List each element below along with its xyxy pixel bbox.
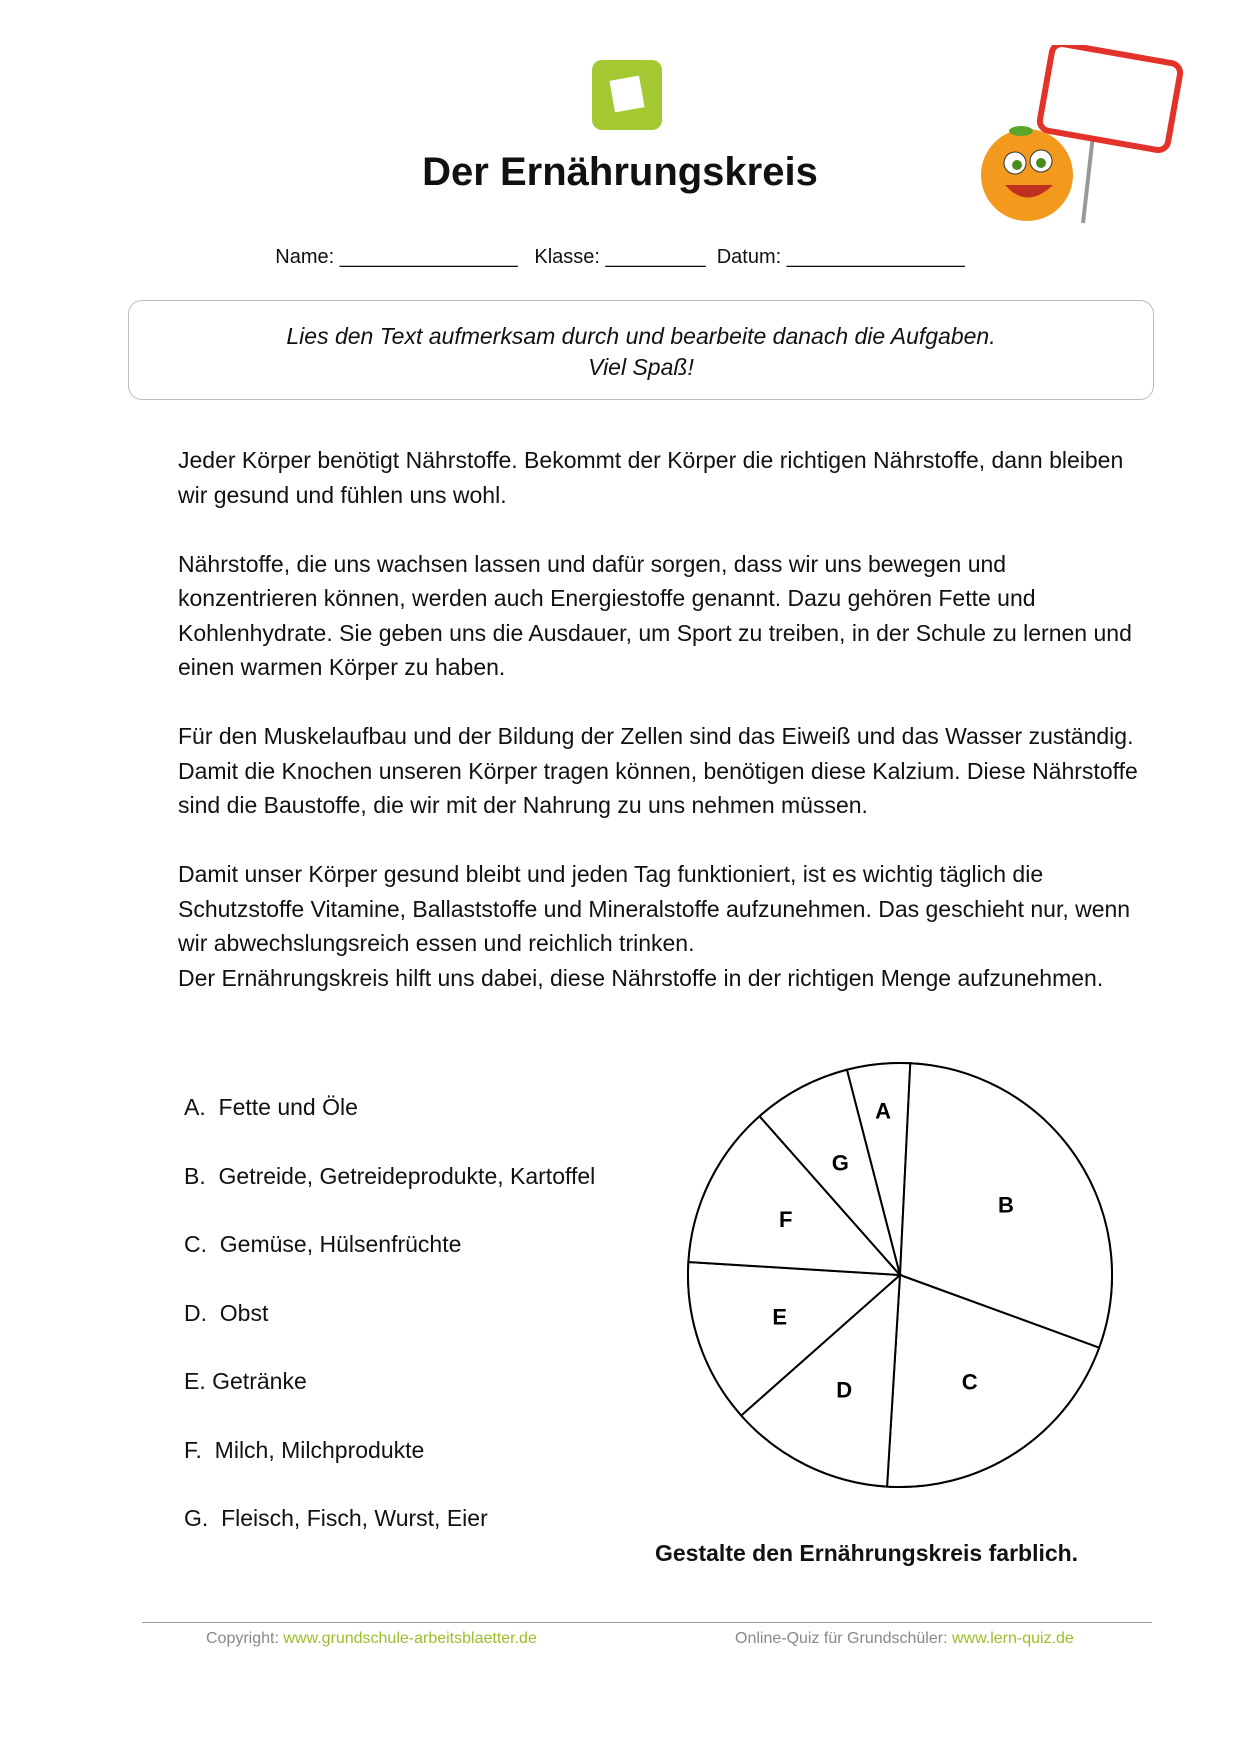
copyright-link[interactable]: www.grundschule-arbeitsblaetter.de — [283, 1630, 537, 1647]
nutrition-pie-chart — [680, 1060, 1120, 1500]
quiz-label: Online-Quiz für Grundschüler: — [735, 1630, 952, 1647]
pie-label-c: C — [961, 1369, 978, 1395]
option-text: Gemüse, Hülsenfrüchte — [219, 1231, 462, 1257]
paragraph: Der Ernährungskreis hilft uns dabei, diese Nährstoffe in der richtigen Menge aufzunehmen. — [178, 964, 1104, 991]
instruction-box — [128, 300, 1154, 400]
option-letter: G. — [184, 1505, 209, 1531]
paragraph: Jeder Körper benötigt Nährstoffe. Bekommt der Körper die richtigen Nährstoffe, dann bleiben wir gesund und fühlen uns wohl. — [178, 447, 1124, 508]
list-item — [184, 1364, 684, 1433]
orange-mascot-icon — [975, 45, 1185, 225]
paragraph: Damit unser Körper gesund bleibt und jeden Tag funktioniert, ist es wichtig täglich die Schutzstoffe Vitamine, Ballaststoffe und Mineralstoffe aufzunehmen. Das geschieht nur, wenn wir abwechslungsreich essen und reichlich trinken. — [178, 861, 1131, 956]
footer-copyright — [206, 1630, 537, 1648]
quiz-link[interactable]: www.lern-quiz.de — [951, 1630, 1074, 1647]
instruction-line-1: Lies den Text aufmerksam durch und bearbeite danach die Aufgaben. — [286, 323, 996, 349]
pie-label-a: A — [875, 1098, 892, 1124]
list-item — [184, 1227, 684, 1296]
option-text: Fette und Öle — [218, 1094, 358, 1120]
option-letter: A. — [184, 1094, 206, 1120]
option-letter: D. — [184, 1299, 207, 1326]
reading-text — [178, 443, 1138, 1030]
option-letter: F. — [184, 1436, 202, 1463]
list-item — [184, 1433, 684, 1502]
pie-label-d: D — [836, 1377, 853, 1403]
pie-label-e: E — [772, 1304, 788, 1330]
footer-divider — [142, 1622, 1152, 1623]
list-item — [184, 1501, 684, 1570]
pie-label-f: F — [778, 1207, 793, 1233]
copyright-label: Copyright: — [206, 1630, 284, 1647]
brand-logo — [592, 60, 662, 130]
footer-quiz — [735, 1630, 1074, 1648]
option-letter: C. — [184, 1231, 207, 1257]
paragraph: Für den Muskelaufbau und der Bildung der Zellen sind das Eiweiß und das Wasser zuständig. Damit die Knochen unseren Körper tragen können, benötigen diese Kalzium. Diese Nährstoffe sind die Baustoffe, die wir mit der Nahrung zu uns nehmen müssen. — [178, 723, 1138, 818]
name-class-date-row: Name: ________________ Klasse: _________ Datum: ________________ — [275, 246, 965, 268]
paragraph: Nährstoffe, die uns wachsen lassen und dafür sorgen, dass wir uns bewegen und konzentrieren können, werden auch Energiestoffe genannt. Dazu gehören Fette und Kohlenhydrate. Sie geben uns die Ausdauer, um Sport zu treiben, in der Schule zu lernen und einen warmen Körper zu haben. — [178, 550, 1132, 680]
option-text: Obst — [219, 1299, 269, 1326]
coloring-instruction: Gestalte den Ernährungskreis farblich. — [655, 1540, 1079, 1566]
list-item — [184, 1090, 684, 1159]
pie-label-g: G — [831, 1150, 849, 1176]
option-letter: B. — [184, 1162, 206, 1189]
list-item — [184, 1159, 684, 1228]
pie-label-b: B — [998, 1192, 1014, 1218]
instruction-line-2: Viel Spaß! — [588, 354, 694, 380]
option-text: Getreide, Getreideprodukte, Kartoffel — [218, 1162, 596, 1189]
option-text: Milch, Milchprodukte — [214, 1436, 425, 1463]
list-item — [184, 1296, 684, 1365]
option-letter: E. — [184, 1368, 206, 1394]
food-group-list — [184, 1090, 684, 1570]
page-title: Der Ernährungskreis — [422, 150, 818, 194]
option-text: Fleisch, Fisch, Wurst, Eier — [221, 1505, 488, 1531]
option-text: Getränke — [212, 1368, 307, 1394]
